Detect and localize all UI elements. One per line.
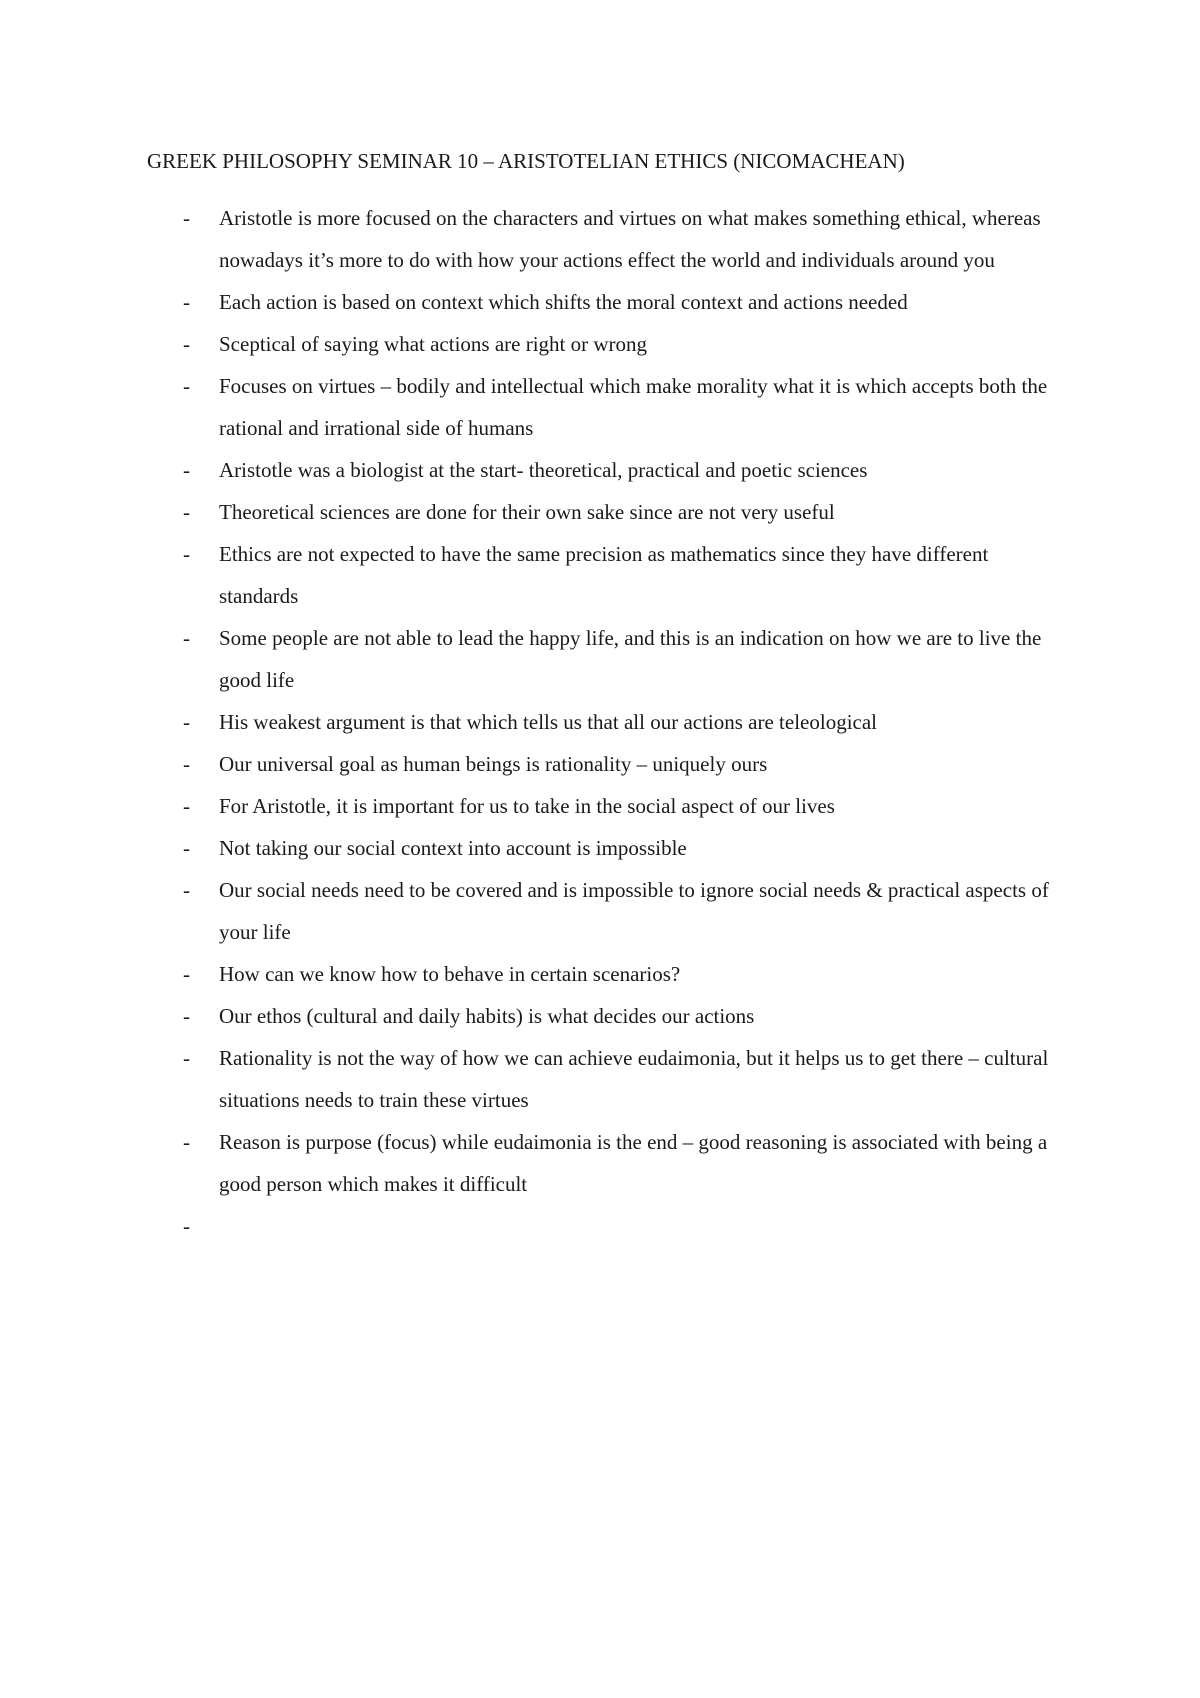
dash-bullet: - <box>183 458 190 482</box>
note-text: Some people are not able to lead the happy life, and this is an indication on how we are to live the good life <box>219 626 1042 692</box>
dash-bullet: - <box>183 962 190 986</box>
note-text: Not taking our social context into account is impossible <box>219 836 687 860</box>
dash-bullet: - <box>183 374 190 398</box>
note-text: Ethics are not expected to have the same precision as mathematics since they have different standards <box>219 542 989 608</box>
dash-bullet: - <box>183 290 190 314</box>
document-title: GREEK PHILOSOPHY SEMINAR 10 – ARISTOTELIAN ETHICS (NICOMACHEAN) <box>147 149 905 173</box>
dash-bullet: - <box>183 1130 190 1154</box>
note-text: Our social needs need to be covered and is impossible to ignore social needs & practical aspects of your life <box>219 878 1049 944</box>
list-item-empty <box>0 1205 1200 1247</box>
note-text: Theoretical sciences are done for their own sake since are not very useful <box>219 500 835 524</box>
dash-bullet: - <box>183 626 190 650</box>
dash-bullet: - <box>183 878 190 902</box>
note-text: Each action is based on context which shifts the moral context and actions needed <box>219 290 908 314</box>
note-text <box>219 1205 1050 1247</box>
list-item <box>0 617 1200 701</box>
dash-bullet: - <box>183 794 190 818</box>
note-text: Our ethos (cultural and daily habits) is what decides our actions <box>219 1004 755 1028</box>
list-item <box>0 701 1200 743</box>
list-item <box>0 449 1200 491</box>
note-text: Reason is purpose (focus) while eudaimonia is the end – good reasoning is associated with being a good person which makes it difficult <box>219 1130 1048 1196</box>
list-item <box>0 323 1200 365</box>
dash-bullet: - <box>183 710 190 734</box>
list-item <box>0 785 1200 827</box>
dash-bullet: - <box>183 1046 190 1070</box>
note-text: Our universal goal as human beings is rationality – uniquely ours <box>219 752 768 776</box>
note-text: Aristotle is more focused on the characters and virtues on what makes something ethical, whereas nowadays it’s more to do with how your actions effect the world and individuals around you <box>219 206 1041 272</box>
list-item <box>0 743 1200 785</box>
list-item <box>0 869 1200 953</box>
list-item <box>0 1121 1200 1205</box>
list-item <box>0 197 1200 281</box>
note-text: His weakest argument is that which tells us that all our actions are teleological <box>219 710 878 734</box>
note-text: Sceptical of saying what actions are right or wrong <box>219 332 648 356</box>
list-item <box>0 953 1200 995</box>
dash-bullet: - <box>183 206 190 230</box>
dash-bullet: - <box>183 332 190 356</box>
list-item <box>0 365 1200 449</box>
dash-bullet: - <box>183 1214 190 1238</box>
dash-bullet: - <box>183 836 190 860</box>
dash-bullet: - <box>183 500 190 524</box>
note-text: For Aristotle, it is important for us to take in the social aspect of our lives <box>219 794 835 818</box>
list-item <box>0 1037 1200 1121</box>
dash-bullet: - <box>183 1004 190 1028</box>
list-item <box>0 491 1200 533</box>
dash-bullet: - <box>183 542 190 566</box>
notes-list <box>0 197 1200 1247</box>
list-item <box>0 827 1200 869</box>
list-item <box>0 533 1200 617</box>
note-text: How can we know how to behave in certain scenarios? <box>219 962 681 986</box>
dash-bullet: - <box>183 752 190 776</box>
list-item <box>0 995 1200 1037</box>
note-text: Rationality is not the way of how we can achieve eudaimonia, but it helps us to get there – cultural situations needs to train these virtues <box>219 1046 1049 1112</box>
note-text: Aristotle was a biologist at the start- theoretical, practical and poetic sciences <box>219 458 868 482</box>
note-text: Focuses on virtues – bodily and intellectual which make morality what it is which accepts both the rational and irrational side of humans <box>219 374 1048 440</box>
list-item <box>0 281 1200 323</box>
